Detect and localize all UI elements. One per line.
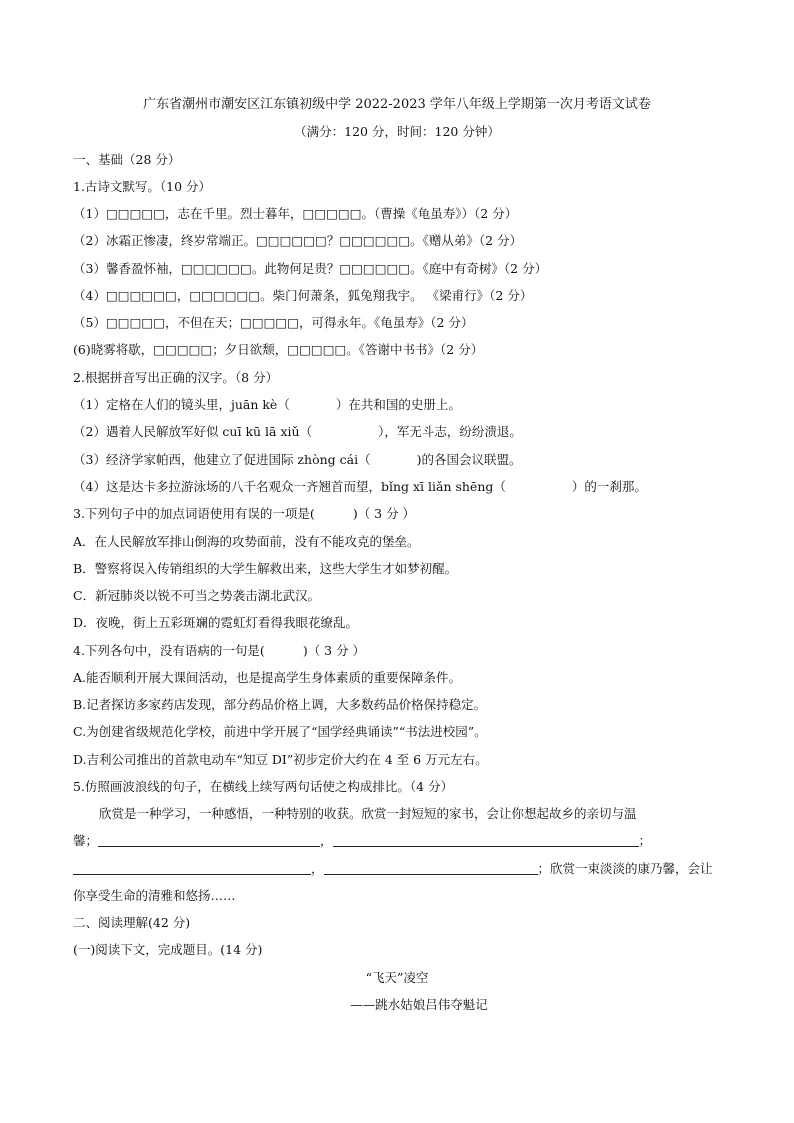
q5-answer-line-2[interactable] [333,833,639,847]
q1-item-2: （2）冰霜正惨凄，终岁常端正。□□□□□□？□□□□□□。《赠从弟》（2 分） [73,233,523,248]
q3-stem-after: )（ 3 分 ） [352,506,416,521]
q4-stem-before: 4.下列各句中，没有语病的一句是( [73,643,265,658]
q2-item-2 [73,424,724,440]
q5-stem: 5.仿照画波浪线的句子，在横线上续写两句话使之构成排比。（4 分） [73,779,454,794]
q5-para2-start: 馨； [73,833,99,848]
q2-item-4 [73,479,724,495]
q5-paragraph-line-3 [73,861,724,877]
section1-heading: 一、基础（28 分） [73,152,181,167]
exam-title: 广东省潮州市潮安区江东镇初级中学 2022-2023 学年八年级上学期第一次月考语文试卷 [143,97,651,112]
q4-option-a: A.能否顺利开展大课间活动，也是提高学生身体素质的重要保障条件。 [73,670,462,685]
q2-stem: 2.根据拼音写出正确的汉字。（8 分） [73,370,279,385]
q3-option-a: A．在人民解放军排山倒海的攻势面前，没有不能攻克的堡垒。 [73,534,420,549]
q4-stem-after: )（ 3 分 ） [302,643,366,658]
q1-item-4: （4）□□□□□□，□□□□□□。柴门何萧条，狐兔翔我宇。 《梁甫行》（2 分） [73,288,533,303]
q5-paragraph-line-2 [73,833,724,849]
q4-stem [73,643,724,659]
q2-item-1-before: （1）定格在人们的镜头里，juān kè（ [73,397,290,412]
q4-option-c: C.为创建省级规范化学校，前进中学开展了“国学经典诵读”“书法进校园”。 [73,724,487,739]
q1-stem: 1.古诗文默写。（10 分） [73,179,212,194]
q2-item-4-before: （4）这是达卡多拉游泳场的八千名观众一齐翘首而望，bǐng xī liǎn shēng（ [73,479,506,494]
article-subtitle: ——跳水姑娘吕伟夺魁记 [350,997,488,1012]
q2-item-4-after: ）的一刹那。 [571,479,647,494]
q2-item-3 [73,452,724,468]
q3-option-c: C．新冠肺炎以锐不可当之势袭击湖北武汉。 [73,588,321,603]
q4-option-d: D.吉利公司推出的首款电动车“知豆 DI”初步定价大约在 4 至 6 万元左右。 [73,752,488,767]
q5-para3-end: ；欣赏一束淡淡的康乃馨，会让 [537,861,713,876]
q5-sep-1: ， [320,833,333,848]
q1-item-5: （5）□□□□□，不但在天；□□□□□，可得永年。《龟虽寿》（2 分） [73,315,474,330]
q5-paragraph-line-1: 欣赏是一种学习，一种感悟，一种特别的收获。欣赏一封短短的家书，会让你想起故乡的亲切与温 [99,806,637,821]
q1-item-1: （1）□□□□□，志在千里。烈士暮年，□□□□□。（曹操《龟虽寿》）（2 分） [73,206,518,221]
q2-item-1 [73,397,724,413]
q1-item-3: （3）馨香盈怀袖，□□□□□□。此物何足贵？□□□□□□。《庭中有奇树》（2 分） [73,261,548,276]
q2-item-1-after: ）在共和国的史册上。 [335,397,461,412]
q2-item-2-before: （2）遇着人民解放军好似 cuī kū lā xiǔ（ [73,424,313,439]
q4-option-b: B.记者探访多家药店发现，部分药品价格上调，大多数药品价格保持稳定。 [73,697,487,712]
q3-stem [73,506,724,522]
reading-part-1: (一)阅读下文，完成题目。(14 分) [73,942,263,957]
section2-heading: 二、阅读理解(42 分) [73,915,191,930]
q5-sep-2: ， [311,861,324,876]
q5-answer-line-3[interactable] [73,861,311,875]
article-title: “飞天”凌空 [365,970,429,985]
q2-item-2-after: ），军无斗志，纷纷溃退。 [378,424,522,439]
q2-item-3-before: （3）经济学家帕西，他建立了促进国际 zhòng cái（ [73,452,371,467]
q3-stem-before: 3.下列句子中的加点词语使用有误的一项是( [73,506,315,521]
q2-item-3-after: )的各国会议联盟。 [416,452,522,467]
q3-option-d: D．夜晚，街上五彩斑斓的霓虹灯看得我眼花缭乱。 [73,615,359,630]
q5-semicolon: ； [638,833,652,848]
q1-item-6: (6)晓雾将歇，□□□□□；夕日欲颓，□□□□□。《答谢中书书》（2 分） [73,342,484,357]
q3-option-b: B．警察将误入传销组织的大学生解救出来，这些大学生才如梦初醒。 [73,561,458,576]
q5-answer-line-4[interactable] [324,861,538,875]
exam-subtitle: （满分：120 分，时间：120 分钟） [294,124,500,139]
q5-paragraph-line-4: 你享受生命的清雅和悠扬…… [73,888,236,903]
q5-answer-line-1[interactable] [98,833,320,847]
